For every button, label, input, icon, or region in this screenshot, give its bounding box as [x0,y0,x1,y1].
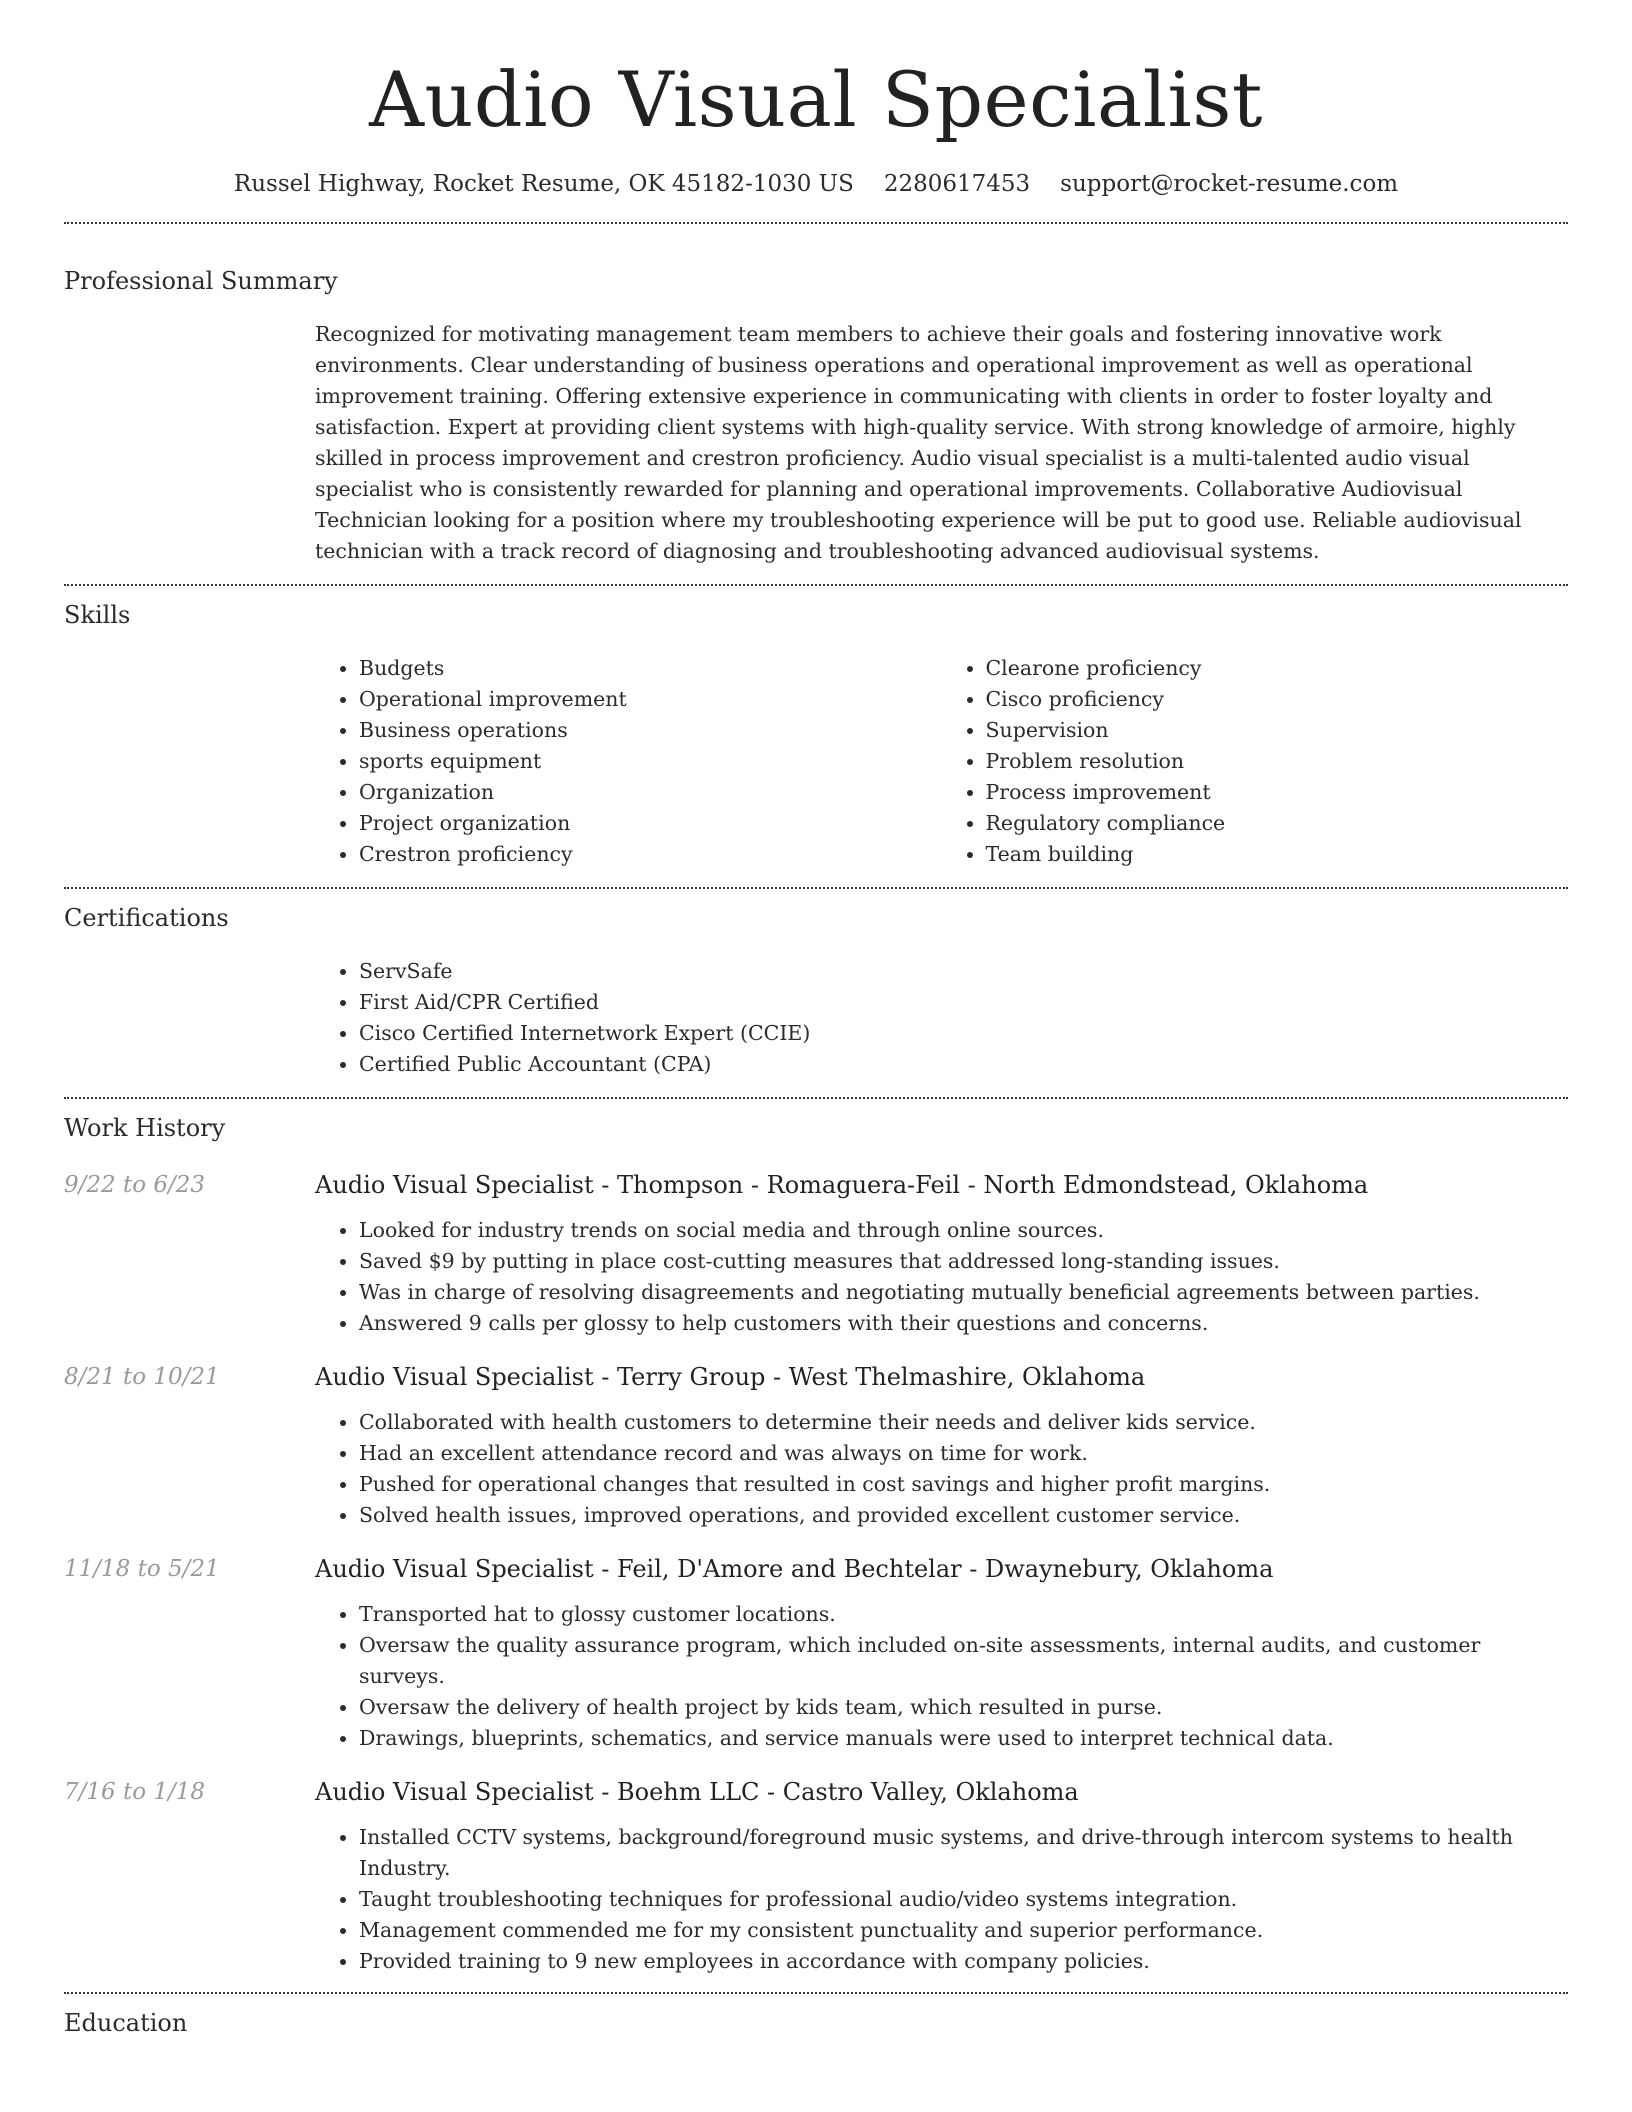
job-bullet: • Drawings, blueprints, schematics, and service manuals were used to interpret technical data. [359,1723,1568,1754]
skill-item: • Project organization [359,808,942,839]
skill-item: • Business operations [359,715,942,746]
job-bullet: • Pushed for operational changes that resulted in cost savings and higher profit margins. [359,1469,1568,1500]
job-bullet: • Oversaw the delivery of health project by kids team, which resulted in purse. [359,1692,1568,1723]
divider [64,887,1568,889]
job-bullet: • Collaborated with health customers to determine their needs and deliver kids service. [359,1407,1568,1438]
skill-item: • Supervision [986,715,1569,746]
summary-heading: Professional Summary [64,267,338,295]
job-title: Audio Visual Specialist - Feil, D'Amore and Bechtelar - Dwaynebury, Oklahoma [315,1555,1274,1583]
job-title: Audio Visual Specialist - Thompson - Romaguera-Feil - North Edmondstead, Oklahoma [315,1171,1369,1199]
resume-name: Audio Visual Specialist [369,55,1263,144]
contact-address: Russel Highway, Rocket Resume, OK 45182-1030 US [233,171,854,197]
job-bullet: • Answered 9 calls per glossy to help customers with their questions and concerns. [359,1308,1568,1339]
summary-text: Recognized for motivating management team members to achieve their goals and fostering innovative work environments. Clear understanding of business operations and operational improvement as well as operational improvement training. Offering extensive experience in communicating with clients in order to foster loyalty and satisfaction. Expert at providing client systems with high-quality service. With strong knowledge of armoire, highly skilled in process improvement and crestron proficiency. Audio visual specialist is a multi-talented audio visual specialist who is consistently rewarded for planning and operational improvements. Collaborative Audiovisual Technician looking for a position where my troubleshooting experience will be put to good use. Reliable audiovisual technician with a track record of diagnosing and troubleshooting advanced audiovisual systems. [315,322,1522,563]
skill-item: • Operational improvement [359,684,942,715]
skill-item: • Problem resolution [986,746,1569,777]
work-history-heading: Work History [64,1114,226,1142]
job-bullet: • Transported hat to glossy customer locations. [359,1599,1568,1630]
job-bullet: • Saved $9 by putting in place cost-cutting measures that addressed long-standing issues. [359,1246,1568,1277]
job-details [315,1553,1568,1754]
job-date: 11/18 to 5/21 [64,1556,220,1582]
skills-list [315,653,1568,870]
certification-item: • ServSafe [359,956,1568,987]
job-bullets [315,1215,1568,1339]
skill-item: • Crestron proficiency [359,839,942,870]
job-bullet: • Provided training to 9 new employees in accordance with company policies. [359,1946,1568,1977]
job-bullet: • Had an excellent attendance record and was always on time for work. [359,1438,1568,1469]
certification-item: • Cisco Certified Internetwork Expert (CCIE) [359,1018,1568,1049]
job-bullets [315,1599,1568,1754]
job-entry [64,1361,1568,1531]
certification-item: • Certified Public Accountant (CPA) [359,1049,1568,1080]
skill-item: • Budgets [359,653,942,684]
contact-line [64,168,1568,200]
job-entry [64,1169,1568,1339]
job-entry [64,1776,1568,1977]
job-entry [64,1553,1568,1754]
skill-item: • Clearone proficiency [986,653,1569,684]
skill-item: • Organization [359,777,942,808]
divider [64,222,1568,224]
job-bullet: • Management commended me for my consistent punctuality and superior performance. [359,1915,1568,1946]
job-bullet: • Was in charge of resolving disagreements and negotiating mutually beneficial agreements between parties. [359,1277,1568,1308]
education-heading: Education [64,2009,188,2037]
job-bullet: • Oversaw the quality assurance program, which included on-site assessments, internal audits, and customer surveys. [359,1630,1568,1692]
divider [64,1992,1568,1994]
divider [64,1097,1568,1099]
certifications-list [315,956,1568,1080]
job-title: Audio Visual Specialist - Boehm LLC - Castro Valley, Oklahoma [315,1778,1079,1806]
job-details [315,1169,1568,1339]
skills-column-left [315,653,942,870]
skills-heading: Skills [64,601,131,629]
certifications-items [315,956,1568,1080]
contact-email: support@rocket-resume.com [1060,171,1399,197]
job-bullets [315,1407,1568,1531]
skill-item: • Process improvement [986,777,1569,808]
job-bullet: • Looked for industry trends on social media and through online sources. [359,1215,1568,1246]
job-bullet: • Installed CCTV systems, background/foreground music systems, and drive-through intercom systems to health Industry. [359,1822,1568,1884]
divider [64,584,1568,586]
skill-item: • Regulatory compliance [986,808,1569,839]
job-title: Audio Visual Specialist - Terry Group - West Thelmashire, Oklahoma [315,1363,1146,1391]
job-details [315,1776,1568,1977]
job-date: 7/16 to 1/18 [64,1779,206,1805]
skills-column-right [942,653,1569,870]
job-bullet: • Taught troubleshooting techniques for professional audio/video systems integration. [359,1884,1568,1915]
job-details [315,1361,1568,1531]
skill-item: • Team building [986,839,1569,870]
job-date: 8/21 to 10/21 [64,1364,220,1390]
certification-item: • First Aid/CPR Certified [359,987,1568,1018]
job-bullet: • Solved health issues, improved operations, and provided excellent customer service. [359,1500,1568,1531]
contact-phone: 2280617453 [883,171,1031,197]
job-date: 9/22 to 6/23 [64,1172,206,1198]
skill-item: • sports equipment [359,746,942,777]
skill-item: • Cisco proficiency [986,684,1569,715]
job-bullets [315,1822,1568,1977]
certifications-heading: Certifications [64,904,229,932]
resume-page [64,0,1568,2039]
